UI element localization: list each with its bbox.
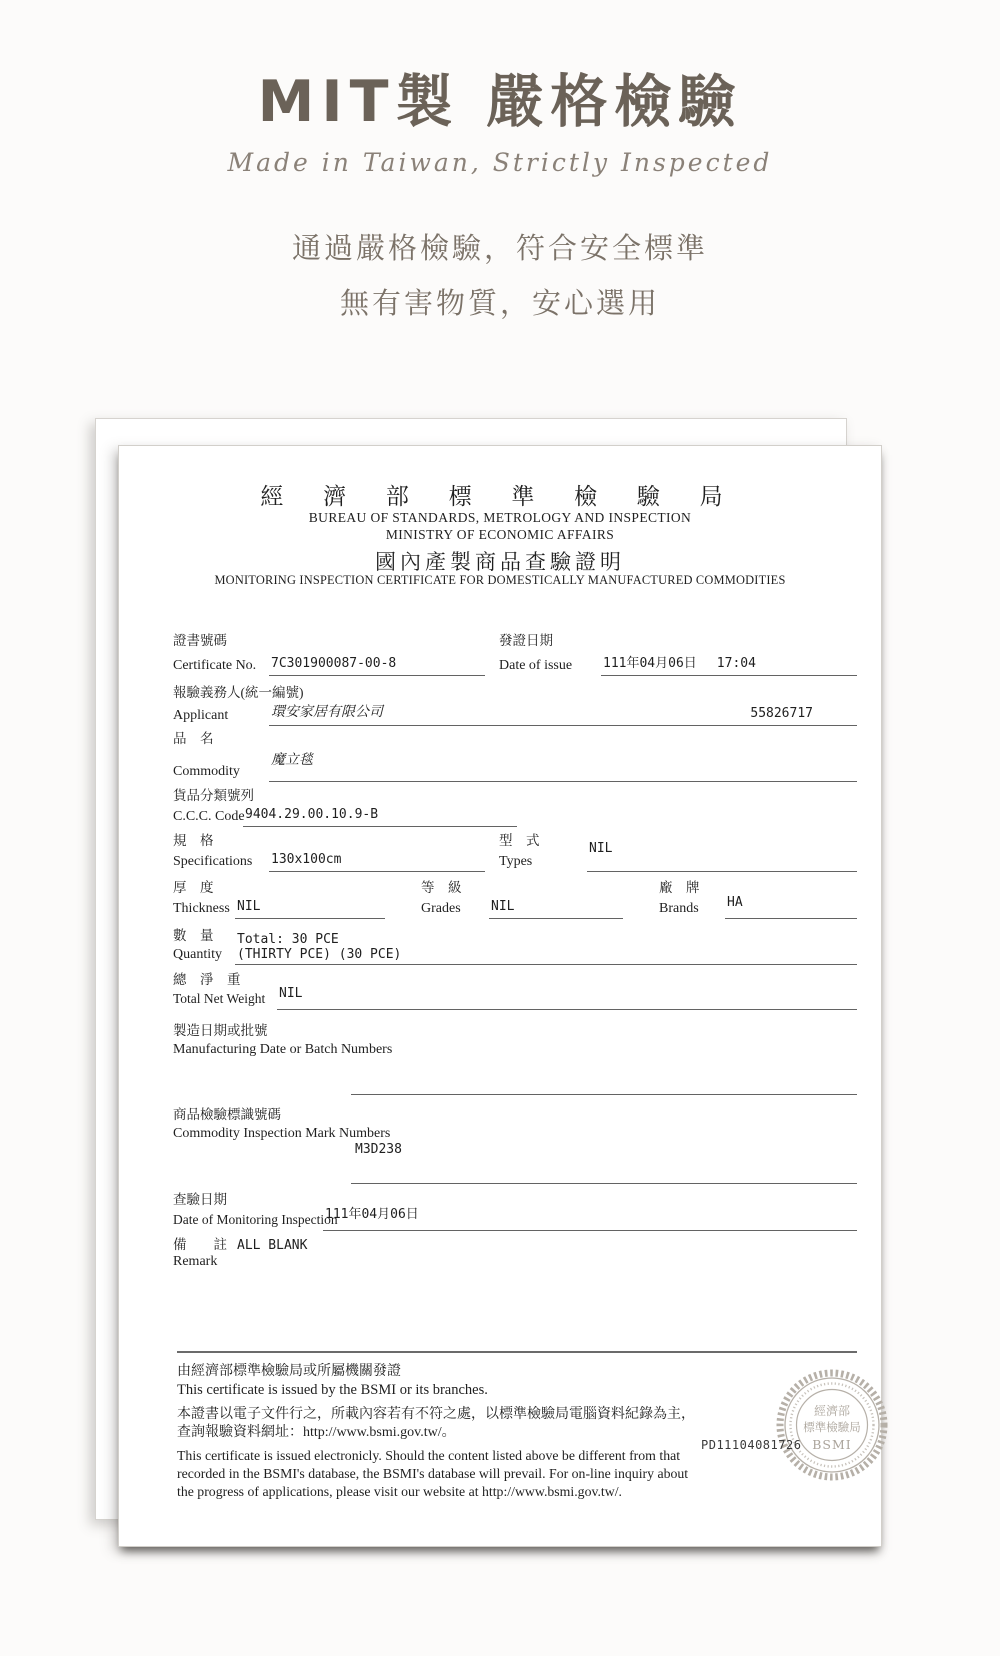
footer-divider [177, 1351, 857, 1353]
field-total-net-weight [173, 973, 857, 1010]
footer-electronic-en: This certificate is issued electronicly. Should the content listed above be different from that recorded in the BSMI's database, the BSMI's database will prevail. For on-line inquiry about the progress of applications, please visit our website at http://www.bsmi.gov.tw/. [177, 1448, 689, 1499]
spacer [517, 789, 857, 827]
field-remark [173, 1238, 857, 1272]
seal-text-line2: 標準檢驗局 [803, 1420, 861, 1434]
grades-label: 等 級 Grades [421, 880, 462, 916]
footer-issued-en: This certificate is issued by the BSMI or its branches. [177, 1382, 488, 1398]
manufacturing-value-line [351, 1094, 857, 1095]
ccc-code-value: 9404.29.00.10.9-B [243, 789, 517, 827]
field-monitoring-date [173, 1193, 857, 1231]
date-of-issue-label: 發證日期 Date of issue [499, 633, 573, 673]
field-applicant [173, 686, 857, 726]
doc-title-cjk: 國內產製商品查驗證明 [375, 550, 625, 574]
monitoring-date-label: 查驗日期 Date of Monitoring Inspection [173, 1192, 338, 1228]
field-commodity [173, 732, 857, 782]
specifications-label: 規 格 Specifications [173, 833, 253, 869]
tagline-no-harm: 無有害物質，安心選用 [339, 286, 660, 320]
field-quantity [173, 929, 857, 965]
footer-issued-cjk: 由經濟部標準檢驗局或所屬機關發證 [177, 1364, 401, 1379]
brands-value: HA [725, 881, 857, 919]
total-net-weight-label: 總 淨 重 Total Net Weight [173, 972, 266, 1007]
specifications-value: 130x100cm [269, 834, 485, 872]
thickness-label: 厚 度 Thickness [173, 880, 230, 916]
monitoring-date-value: 111年04月06日 [323, 1193, 857, 1231]
brands-label: 廠 牌 Brands [659, 880, 700, 916]
agency-name-cjk: 經 濟 部 標 準 檢 驗 局 [260, 484, 740, 509]
certificate-no-value: 7C301900087-00-8 [269, 634, 485, 676]
bsmi-seal-stamp [773, 1366, 891, 1484]
document-print-number: PD11104081726 [701, 1438, 802, 1452]
applicant-label: 報驗義務人(統一編號) Applicant [173, 685, 304, 723]
applicant-value: 環安家居有限公司 55826717 [269, 686, 857, 726]
remark-label: 備 註 Remark [173, 1237, 227, 1269]
inspection-mark-value-line [351, 1183, 857, 1184]
field-ccc-code [173, 789, 857, 827]
certificate-no-label: 證書號碼 Certificate No. [173, 633, 257, 673]
inspection-mark-value: M3D238 [355, 1142, 402, 1157]
remark-value: ALL BLANK [237, 1238, 308, 1253]
ccc-code-label: 貨品分類號列 C.C.C. Code [173, 788, 254, 824]
field-thickness-grades-brands [173, 881, 857, 919]
total-net-weight-value: NIL [277, 973, 857, 1010]
applicant-uniform-no: 55826717 [750, 706, 813, 721]
quantity-label: 數 量 Quantity [173, 928, 222, 962]
commodity-value: 魔立毯 [269, 732, 857, 782]
hero-title: MIT製 嚴格檢驗 [257, 69, 743, 135]
hero-subtitle-script: Made in Taiwan, Strictly Inspected [227, 148, 773, 177]
footer-electronic-cjk-line2: 查詢報驗資料網址：http://www.bsmi.gov.tw/。 [177, 1425, 456, 1440]
types-label: 型 式 Types [499, 833, 540, 869]
commodity-label: 品 名 Commodity [173, 731, 240, 779]
certificate-front-sheet [118, 445, 882, 1547]
grades-value: NIL [489, 881, 623, 919]
agency-name-en-line2: MINISTRY OF ECONOMIC AFFAIRS [385, 527, 615, 542]
date-of-issue-value: 111年04月06日 17:04 [601, 634, 857, 676]
types-value: NIL [587, 834, 857, 872]
tagline-safety: 通過嚴格檢驗，符合安全標準 [291, 231, 708, 265]
field-specifications-types [173, 834, 857, 872]
agency-name-en-line1: BUREAU OF STANDARDS, METROLOGY AND INSPECTION [308, 510, 692, 525]
seal-text-line1: 經濟部 [813, 1404, 851, 1418]
quantity-value: Total: 30 PCE (THIRTY PCE) (30 PCE) [235, 929, 857, 965]
thickness-value: NIL [235, 881, 385, 919]
seal-text-line3: BSMI [812, 1437, 852, 1452]
doc-title-en: MONITORING INSPECTION CERTIFICATE FOR DOMESTICALLY MANUFACTURED COMMODITIES [214, 573, 786, 587]
inspection-mark-label: 商品檢驗標識號碼 Commodity Inspection Mark Numbers [173, 1107, 391, 1142]
field-certificate-no [173, 634, 857, 676]
footer-electronic-cjk-line1: 本證書以電子文件行之，所載內容若有不符之處，以標準檢驗局電腦資料紀錄為主， [177, 1407, 695, 1422]
footer-text-block [177, 1363, 705, 1501]
manufacturing-label: 製造日期或批號 Manufacturing Date or Batch Numbers [173, 1023, 393, 1058]
